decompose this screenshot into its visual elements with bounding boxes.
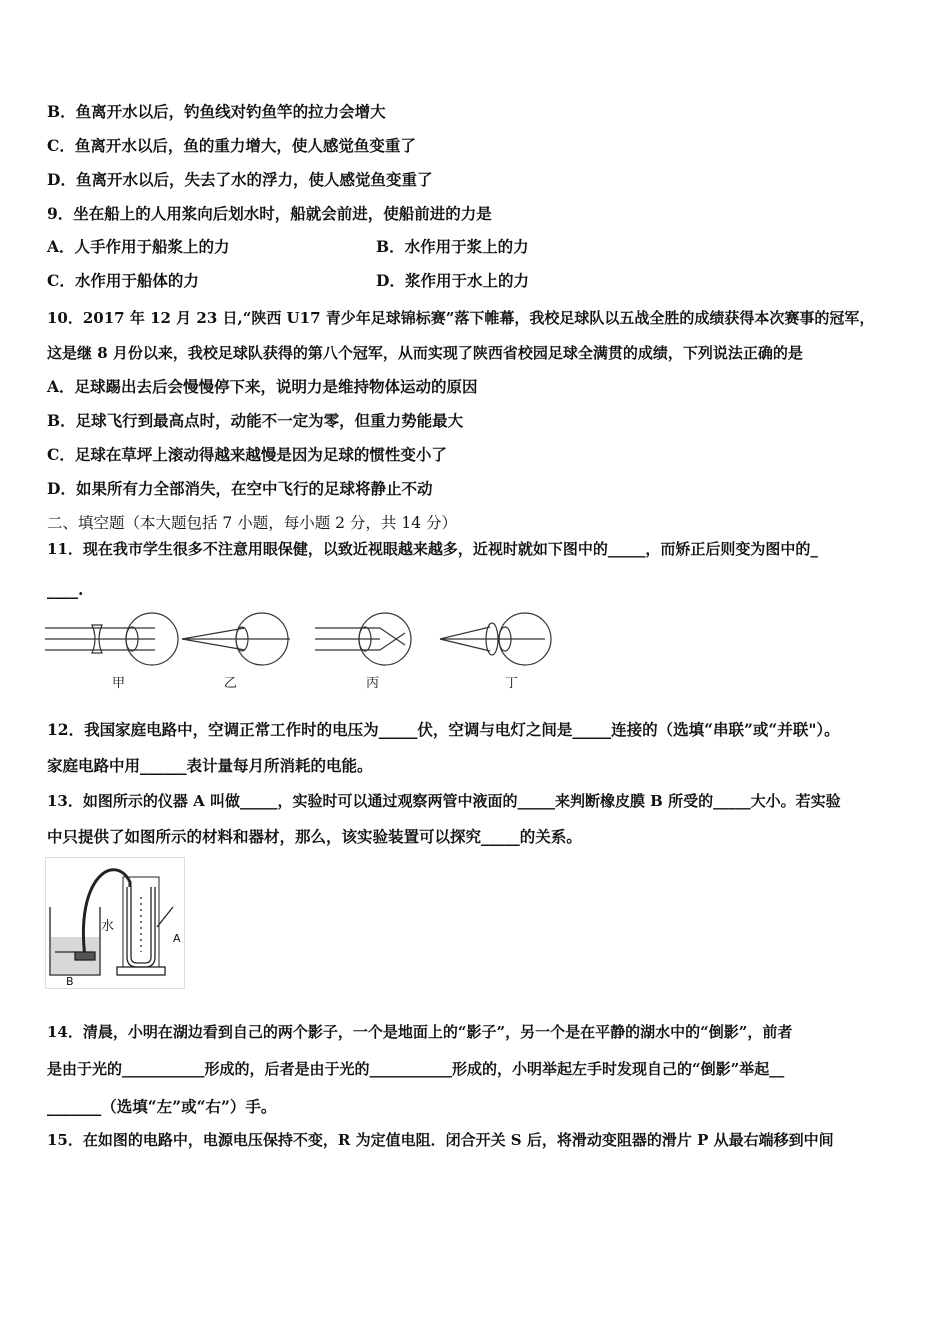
q10-stem-line1: 10．2017 年 12 月 23 日,“陕西 U17 青少年足球锦标赛”落下帷幕，我校足球队以五战全胜的成绩获得本次赛事的冠军， [47, 309, 875, 327]
q9-option-b: B．水作用于浆上的力 [376, 237, 529, 256]
eye-label-jia: 甲 [112, 676, 126, 691]
q9-option-c: C．水作用于船体的力 [47, 271, 199, 290]
q12-stem-line1: 12．我国家庭电路中，空调正常工作时的电压为_____伏，空调与电灯之间是_____连接的（选填“串联”或“并联"）。 [47, 720, 840, 739]
q13-stem-line2: 中只提供了如图所示的材料和器材，那么，该实验装置可以探究_____的关系。 [47, 827, 582, 846]
q11-stem-line2: ____. [47, 580, 84, 599]
q8-option-b: B．鱼离开水以后，钓鱼线对钓鱼竿的拉力会增大 [47, 102, 386, 121]
q14-stem-line2: 是由于光的___________形成的，后者是由于光的___________形成的，小明举起左手时发现自己的“倒影”举起__ [47, 1060, 785, 1078]
q14-stem-line3: _______（选填“左”或“右”）手。 [47, 1097, 277, 1116]
q10-stem-line2: 这是继 8 月份以来，我校足球队获得的第八个冠军，从而实现了陕西省校园足球全满贯的成绩，下列说法正确的是 [47, 344, 803, 362]
eye-label-ding: 丁 [505, 676, 519, 691]
apparatus-label-a: A [173, 932, 181, 945]
q13-stem-line1: 13．如图所示的仪器 A 叫做_____，实验时可以通过观察两管中液面的_____来判断橡皮膜 B 所受的_____大小。若实验 [47, 792, 841, 810]
q10-option-b: B．足球飞行到最高点时，动能不一定为零，但重力势能最大 [47, 411, 464, 430]
pressure-gauge-diagram [45, 857, 185, 989]
section-heading: 二、填空题（本大题包括 7 小题，每小题 2 分，共 14 分） [47, 514, 458, 532]
q8-option-d: D．鱼离开水以后，失去了水的浮力，使人感觉鱼变重了 [47, 170, 433, 189]
q10-option-a: A．足球踢出去后会慢慢停下来，说明力是维持物体运动的原因 [47, 377, 478, 396]
q10-option-d: D．如果所有力全部消失，在空中飞行的足球将静止不动 [47, 479, 433, 498]
q15-stem: 15．在如图的电路中，电源电压保持不变，R 为定值电阻．闭合开关 S 后，将滑动变阻器的滑片 P 从最右端移到中间 [47, 1131, 834, 1149]
apparatus-label-water: 水 [101, 919, 115, 934]
q14-stem-line1: 14．清晨，小明在湖边看到自己的两个影子，一个是地面上的“影子”，另一个是在平静的湖水中的“倒影”，前者 [47, 1023, 793, 1041]
q8-option-c: C．鱼离开水以后，鱼的重力增大，使人感觉鱼变重了 [47, 136, 416, 155]
eye-label-bing: 丙 [366, 676, 380, 691]
eye-label-yi: 乙 [224, 676, 238, 691]
q12-stem-line2: 家庭电路中用______表计量每月所消耗的电能。 [47, 756, 373, 775]
q11-stem-line1: 11．现在我市学生很多不注意用眼保健，以致近视眼越来越多，近视时就如下图中的_____，而矫正后则变为图中的_ [47, 540, 818, 558]
q9-option-d: D．浆作用于水上的力 [376, 271, 529, 290]
q9-option-a: A．人手作用于船浆上的力 [47, 237, 230, 256]
q10-option-c: C．足球在草坪上滚动得越来越慢是因为足球的惯性变小了 [47, 445, 447, 464]
apparatus-label-b: B [66, 975, 74, 988]
q9-stem: 9．坐在船上的人用浆向后划水时，船就会前进，使船前进的力是 [47, 204, 492, 223]
